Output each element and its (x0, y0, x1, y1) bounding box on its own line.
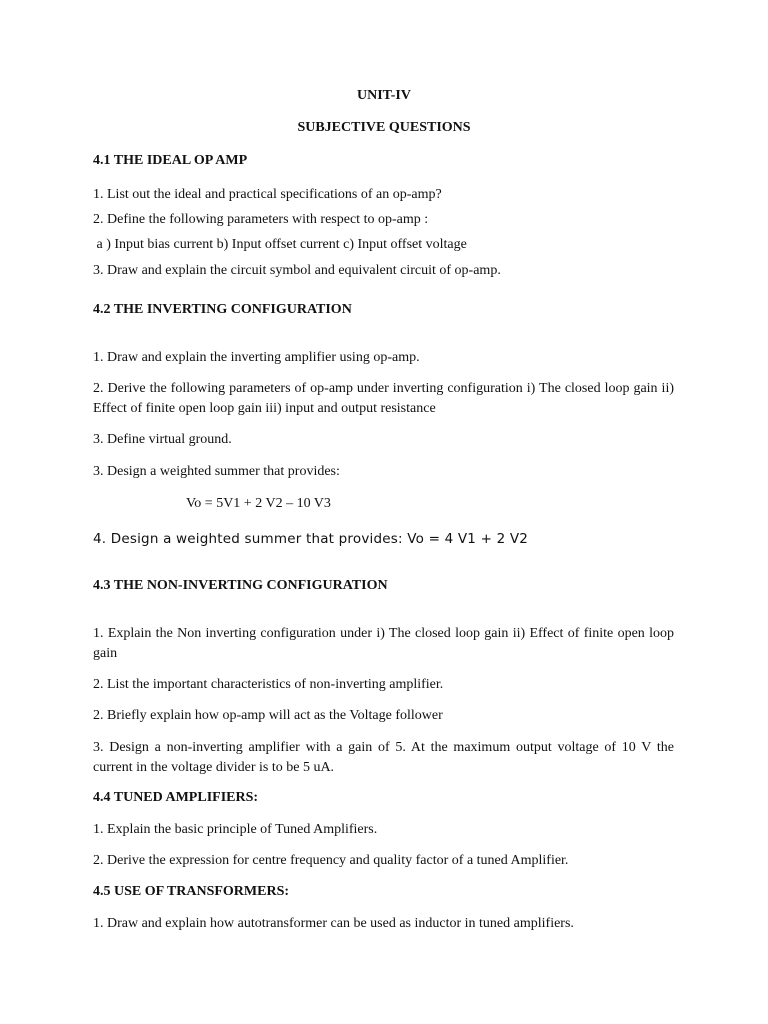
question-4-5-1: 1. Draw and explain how autotransformer can be used as inductor in tuned amplifiers. (93, 916, 574, 931)
question-4-2-3: 3. Define virtual ground. (93, 432, 232, 447)
unit-title: UNIT-IV (357, 88, 411, 103)
question-4-1-2: 2. Define the following parameters with respect to op-amp : (93, 212, 429, 227)
question-4-3-1: 1. Explain the Non inverting configuration under i) The closed loop gain ii) Effect of finite open loop gain (93, 626, 674, 661)
question-4-2-2: 2. Derive the following parameters of op-amp under inverting configuration i) The closed loop gain ii) Effect of finite open loop gain iii) input and output resistance (93, 381, 674, 416)
section-heading-4-2: 4.2 THE INVERTING CONFIGURATION (93, 302, 352, 317)
question-4-1-1: 1. List out the ideal and practical specifications of an op-amp? (93, 187, 442, 202)
formula-weighted-summer: Vo = 5V1 + 2 V2 – 10 V3 (186, 496, 331, 511)
question-4-3-2b: 2. Briefly explain how op-amp will act as the Voltage follower (93, 708, 443, 723)
section-heading-4-1: 4.1 THE IDEAL OP AMP (93, 153, 248, 168)
section-heading-4-3: 4.3 THE NON-INVERTING CONFIGURATION (93, 578, 388, 593)
question-4-1-2-subitems: a ) Input bias current b) Input offset current c) Input offset voltage (93, 237, 467, 252)
question-4-1-3: 3. Draw and explain the circuit symbol and equivalent circuit of op-amp. (93, 263, 501, 278)
question-4-3-3: 3. Design a non-inverting amplifier with a gain of 5. At the maximum output voltage of 10 V the current in the voltage divider is to be 5 uA. (93, 740, 674, 775)
question-4-4-2: 2. Derive the expression for centre frequency and quality factor of a tuned Amplifier. (93, 853, 569, 868)
question-4-2-1: 1. Draw and explain the inverting amplifier using op-amp. (93, 350, 420, 365)
question-4-4-1: 1. Explain the basic principle of Tuned Amplifiers. (93, 822, 378, 837)
section-heading-4-4: 4.4 TUNED AMPLIFIERS: (93, 790, 259, 805)
question-4-2-4: 4. Design a weighted summer that provides: Vo = 4 V1 + 2 V2 (93, 531, 529, 547)
section-heading-4-5: 4.5 USE OF TRANSFORMERS: (93, 884, 290, 899)
question-4-3-2: 2. List the important characteristics of non-inverting amplifier. (93, 677, 444, 692)
subtitle: SUBJECTIVE QUESTIONS (297, 120, 471, 135)
question-4-2-3b: 3. Design a weighted summer that provides: (93, 464, 340, 479)
